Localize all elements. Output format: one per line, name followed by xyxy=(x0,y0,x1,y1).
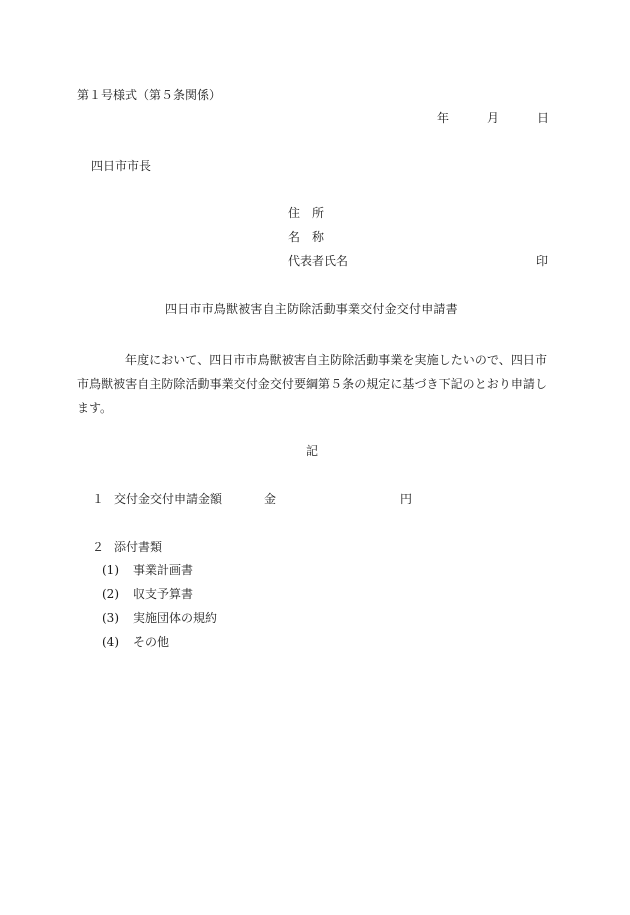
address-label: 住 所 xyxy=(288,206,325,220)
date-year-label: 年 xyxy=(437,111,450,125)
item-1-number: １ xyxy=(92,492,105,506)
subitem-text: 収支予算書 xyxy=(133,587,194,601)
ki-heading: 記 xyxy=(306,444,319,458)
body-paragraph: 年度において、四日市市鳥獣被害自主防除活動事業を実施したいので、四日市市鳥獣被害自主防除活動事業交付金交付要綱第５条の規定に基づき下記のとおり申請します。 xyxy=(77,353,547,415)
subitem-number: (4) xyxy=(102,635,119,649)
item-1-amount-prefix: 金 xyxy=(264,492,277,506)
representative-label: 代表者氏名 xyxy=(288,254,349,268)
item-2-number: ２ xyxy=(92,540,105,554)
item-2-label: 添付書類 xyxy=(114,540,163,554)
subitem-text: 事業計画書 xyxy=(133,563,194,577)
date-day-label: 日 xyxy=(537,111,550,125)
subitem-number: (3) xyxy=(102,611,119,625)
subitem-text: その他 xyxy=(133,635,170,649)
item-1-amount-unit: 円 xyxy=(400,492,413,506)
subitem-text: 実施団体の規約 xyxy=(133,611,218,625)
item-1-label: 交付金交付申請金額 xyxy=(114,492,223,506)
subitem-number: (2) xyxy=(102,587,119,601)
addressee: 四日市市長 xyxy=(91,159,152,173)
name-label: 名 称 xyxy=(288,230,325,244)
date-month-label: 月 xyxy=(487,111,500,125)
seal-mark: 印 xyxy=(536,254,549,268)
subitem-number: (1) xyxy=(102,563,119,577)
form-number: 第１号様式（第５条関係） xyxy=(77,88,222,102)
document-title: 四日市市鳥獣被害自主防除活動事業交付金交付申請書 xyxy=(165,302,458,316)
